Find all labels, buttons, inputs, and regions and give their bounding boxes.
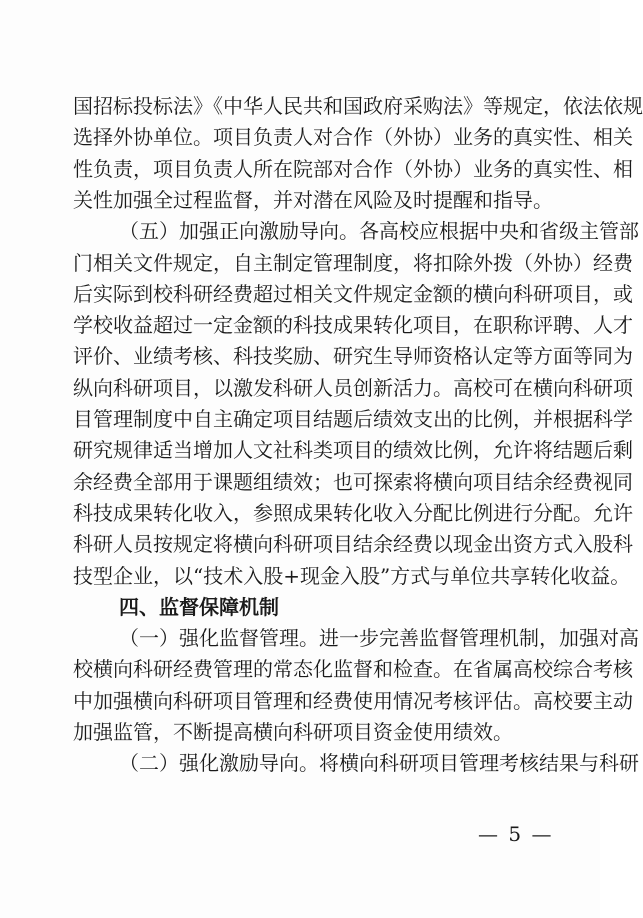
text-line: 学校收益超过一定金额的科技成果转化项目，在职称评聘、人才 [73,313,633,338]
text-line: 加强监管，不断提高横向科研项目资金使用绩效。 [73,720,513,744]
text-line: 纵向科研项目，以激发科研人员创新活力。高校可在横向科研项 [73,375,633,400]
text-line: 校横向科研经费管理的常态化监督和检查。在省属高校综合考核 [73,657,633,682]
text-line: 选择外协单位。项目负责人对合作（外协）业务的真实性、相关 [73,125,633,150]
text-line: 性负责，项目负责人所在院部对合作（外协）业务的真实性、相 [73,156,633,181]
text-line: （二）强化激励导向。将横向科研项目管理考核结果与科研 [119,751,639,776]
text-line: （一）强化监督管理。进一步完善监督管理机制，加强对高 [119,626,639,651]
text-line: 门相关文件规定，自主制定管理制度，将扣除外拨（外协）经费 [73,250,633,275]
text-line: 余经费全部用于课题组绩效；也可探索将横向项目结余经费视同 [73,469,633,494]
text-line: 科研人员按规定将横向科研项目结余经费以现金出资方式入股科 [73,532,633,557]
page-number: — 5 — [478,822,554,846]
section-heading: 四、监督保障机制 [119,594,279,619]
text-line: 评价、业绩考核、科技奖励、研究生导师资格认定等方面等同为 [73,344,633,369]
text-line: 目管理制度中自主确定项目结题后绩效支出的比例，并根据科学 [73,407,633,431]
text-line: 技型企业，以“技术入股+现金入股”方式与单位共享转化收益。 [73,563,631,588]
text-line: 国招标投标法》《中华人民共和国政府采购法》等规定，依法依规 [73,94,643,118]
text-line: 中加强横向科研项目管理和经费使用情况考核评估。高校要主动 [73,688,633,713]
text-line: 科技成果转化收入，参照成果转化收入分配比例进行分配。允许 [73,500,633,525]
text-line: 关性加强全过程监督，并对潜在风险及时提醒和指导。 [73,187,553,212]
text-line: （五）加强正向激励导向。各高校应根据中央和省级主管部 [119,219,639,244]
text-line: 后实际到校科研经费超过相关文件规定金额的横向科研项目，或 [73,281,633,306]
text-line: 研究规律适当增加人文社科类项目的绩效比例，允许将结题后剩 [73,438,633,463]
